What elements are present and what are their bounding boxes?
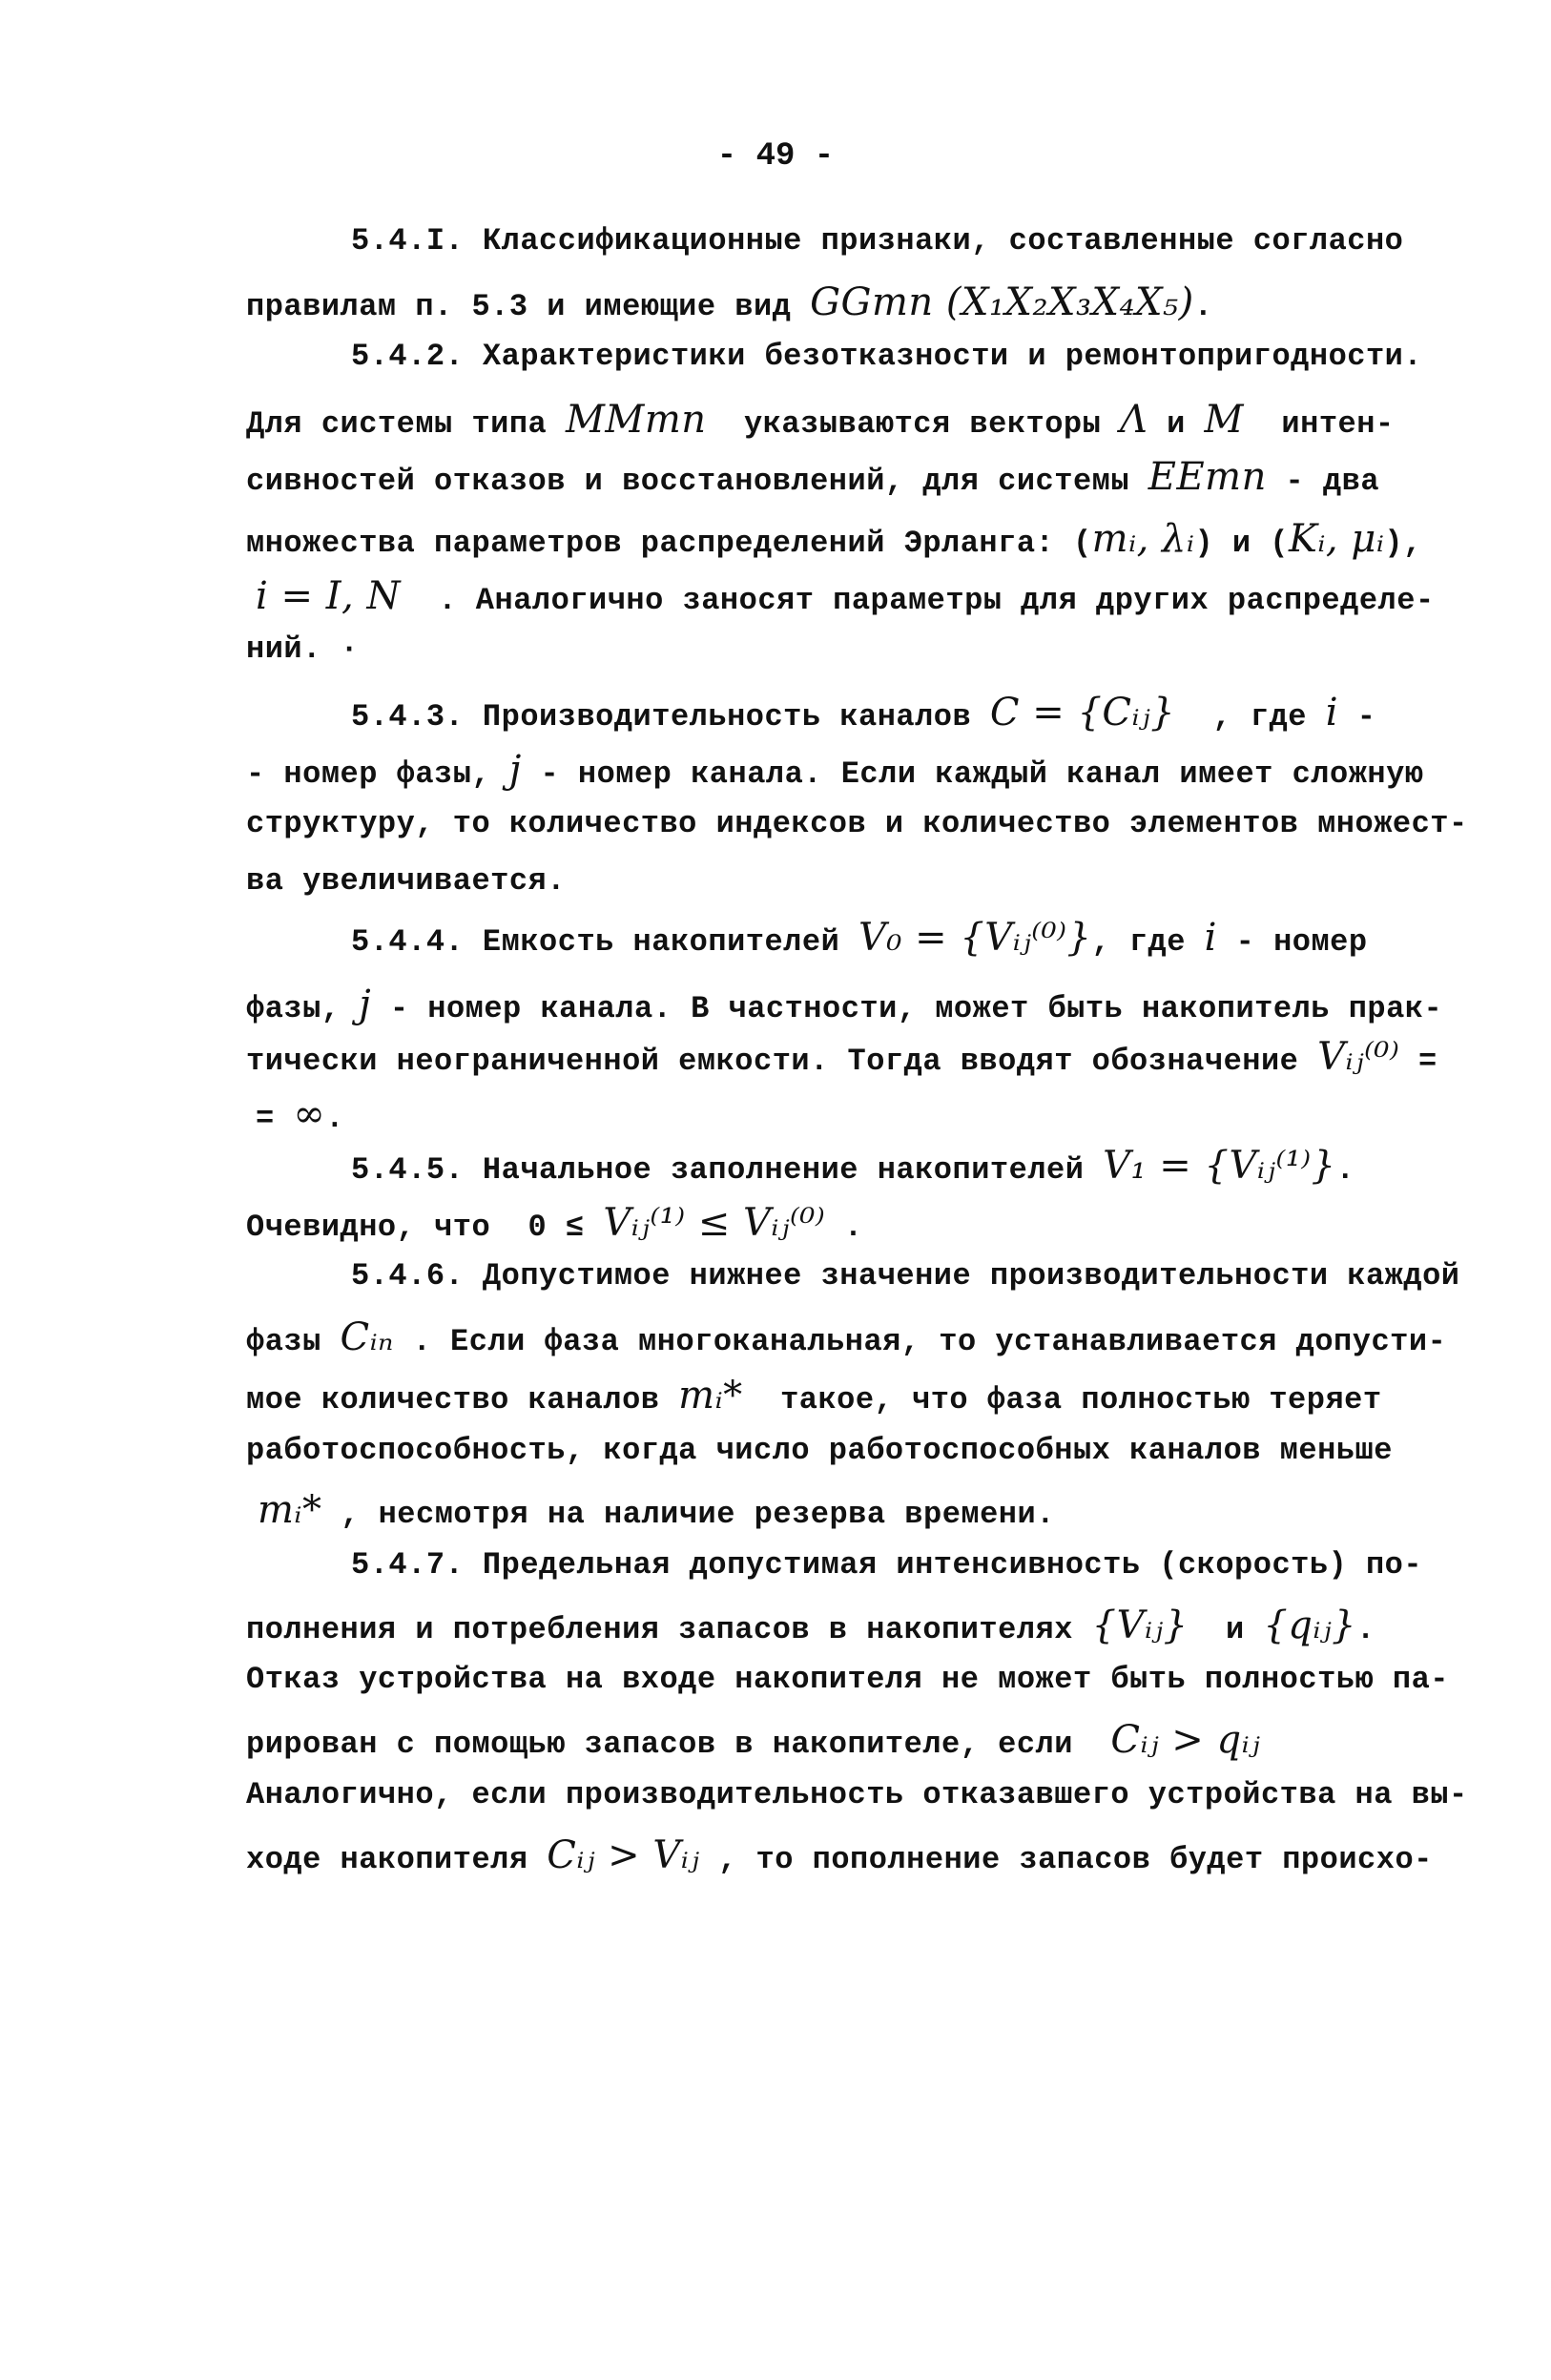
text-line (246, 1777, 1468, 1812)
text-run: Очевидно, что 0 ≤ (246, 1210, 604, 1245)
text-run: . (1335, 1152, 1355, 1188)
text-run: 5.4.2. Характеристики безотказности и ремонтопригодности. (351, 339, 1423, 374)
text-run: = (256, 1101, 294, 1136)
text-line (246, 985, 1442, 1024)
math-expression: Kᵢ, μᵢ (1288, 517, 1385, 561)
text-run: - номер (1216, 924, 1368, 960)
text-run: указываются векторы (706, 406, 1121, 442)
text-run: . (825, 1210, 863, 1245)
math-expression: mᵢ* (258, 1488, 322, 1532)
text-line (351, 1547, 1423, 1583)
text-line (246, 517, 1422, 561)
text-run: - два (1266, 464, 1380, 499)
text-line (351, 693, 1375, 733)
math-expression: ∞ (293, 1092, 326, 1136)
text-run: сивностей отказов и восстановлений, для системы (246, 464, 1148, 499)
math-expression: j (359, 983, 372, 1026)
text-run: , где (1175, 699, 1326, 735)
math-expression: Vᵢⱼ⁽⁰⁾ (1317, 1035, 1400, 1079)
text-run: фазы (246, 1324, 341, 1359)
text-run: = (1399, 1044, 1437, 1079)
text-run: такое, что фаза полностью теряет (742, 1382, 1382, 1418)
text-run: полнения и потребления запасов в накопителях (246, 1612, 1092, 1647)
text-run: . Если фаза многоканальная, то устанавливается допусти- (393, 1324, 1447, 1359)
text-run: - номер фазы, (246, 756, 509, 792)
text-line (246, 1433, 1393, 1468)
text-run: множества параметров распределений Эрланга: ( (246, 526, 1092, 561)
math-expression: i (1204, 916, 1217, 960)
math-expression: i (1325, 691, 1338, 735)
text-line (246, 1833, 1433, 1877)
math-expression: mᵢ, λᵢ (1091, 517, 1195, 561)
text-line (258, 1488, 1055, 1532)
text-run: ), (1384, 526, 1422, 561)
text-run: рирован с помощью запасов в накопителе, если (246, 1727, 1111, 1762)
math-expression: {Vᵢⱼ} (1091, 1604, 1189, 1647)
text-line (351, 916, 1368, 960)
text-run: , несмотря на наличие резерва времени. (321, 1497, 1055, 1532)
text-line (246, 1662, 1449, 1697)
math-expression: C = {Cᵢⱼ} (989, 691, 1176, 735)
text-run: ний. · (246, 631, 360, 667)
text-line (351, 1144, 1355, 1188)
math-expression: Cᵢₙ (340, 1315, 394, 1359)
text-run: ходе накопителя (246, 1842, 548, 1877)
text-run: . (1193, 289, 1213, 324)
text-run: и (1148, 406, 1205, 442)
text-run: работоспособность, когда число работоспособных каналов меньше (246, 1433, 1393, 1468)
text-line (246, 806, 1468, 841)
text-run: . (1355, 1612, 1375, 1647)
text-line (246, 1315, 1447, 1359)
text-run: структуру, то количество индексов и количество элементов множест- (246, 806, 1468, 841)
text-run: . Аналогично заносят параметры для других распределе- (400, 583, 1435, 618)
text-line (351, 1258, 1460, 1293)
math-expression: j (508, 748, 522, 792)
text-run: мое количество каналов (246, 1382, 679, 1418)
text-line (246, 1201, 863, 1245)
text-line (246, 1718, 1261, 1762)
text-line (246, 280, 1213, 324)
text-run: интен- (1244, 406, 1395, 442)
text-line (351, 341, 1422, 372)
text-run: , где (1091, 924, 1205, 960)
math-expression: V₀ = {Vᵢⱼ⁽⁰⁾} (858, 916, 1092, 960)
math-expression: Cᵢⱼ > Vᵢⱼ (547, 1833, 700, 1877)
text-line (246, 455, 1380, 499)
math-expression: Cᵢⱼ > qᵢⱼ (1110, 1718, 1261, 1762)
math-expression: V₁ = {Vᵢⱼ⁽¹⁾} (1103, 1144, 1336, 1188)
text-line (256, 574, 1435, 618)
text-run: и (1188, 1612, 1264, 1647)
text-run: 5.4.3. Производительность каналов (351, 699, 990, 735)
text-run: ) и ( (1194, 526, 1289, 561)
math-expression: EEmn (1148, 455, 1267, 499)
text-run: - (1338, 699, 1376, 735)
text-line (246, 631, 360, 667)
text-run: 5.4.I. Классификационные признаки, составленные согласно (351, 223, 1404, 259)
text-run: фазы, (246, 991, 360, 1026)
text-line (246, 1035, 1437, 1079)
math-expression: M (1204, 398, 1244, 442)
text-run: 5.4.6. Допустимое нижнее значение производительности каждой (351, 1258, 1460, 1293)
text-line (246, 398, 1395, 442)
text-run: 5.4.4. Емкость накопителей (351, 924, 858, 960)
text-run: правилам п. 5.3 и имеющие вид (246, 289, 811, 324)
text-line (246, 748, 1424, 792)
page-number: - 49 - (716, 138, 835, 175)
text-run: 5.4.7. Предельная допустимая интенсивность (скорость) по- (351, 1547, 1423, 1583)
text-run: . (325, 1101, 344, 1136)
text-run: , то пополнение запасов будет происхо- (699, 1842, 1433, 1877)
text-run: Аналогично, если производительность отказавшего устройства на вы- (246, 1777, 1468, 1812)
text-line (246, 863, 566, 899)
text-line (351, 223, 1404, 259)
text-run: тически неограниченной емкости. Тогда вводят обозначение (246, 1044, 1318, 1079)
math-expression: Vᵢⱼ⁽¹⁾ ≤ Vᵢⱼ⁽⁰⁾ (603, 1201, 826, 1245)
text-run: - номер канала. Если каждый канал имеет сложную (521, 756, 1424, 792)
math-expression: Λ (1120, 398, 1148, 442)
text-run: Отказ устройства на входе накопителя не может быть полностью па- (246, 1662, 1449, 1697)
math-expression: mᵢ* (678, 1374, 743, 1418)
text-line (256, 1092, 344, 1136)
math-expression: i = I, N (256, 574, 401, 618)
math-expression: {qᵢⱼ} (1263, 1604, 1356, 1647)
text-line (246, 1606, 1375, 1645)
math-expression: GGmn (X₁X₂X₃X₄X₅) (810, 280, 1194, 324)
text-line (246, 1376, 1382, 1416)
text-run: Для системы типа (246, 406, 566, 442)
math-expression: MMmn (565, 398, 707, 442)
text-run: - номер канала. В частности, может быть накопитель прак- (371, 991, 1443, 1026)
text-run: 5.4.5. Начальное заполнение накопителей (351, 1152, 1104, 1188)
text-run: ва увеличивается. (246, 863, 566, 899)
